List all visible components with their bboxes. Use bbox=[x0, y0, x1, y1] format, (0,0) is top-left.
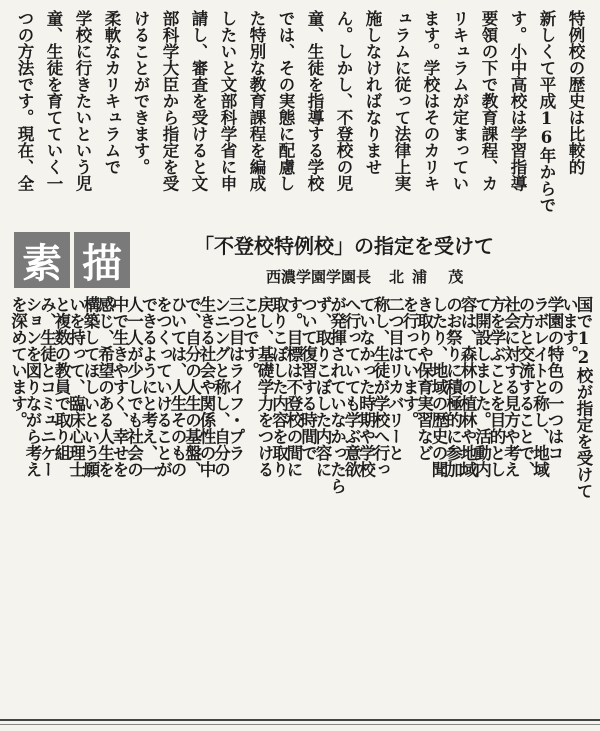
text-column: ひいては、人生そのもの bbox=[168, 296, 187, 478]
bottom-rule-thin bbox=[0, 724, 600, 725]
column-title-char-1: 素 bbox=[22, 240, 62, 287]
text-column: 生きる社会や関係性の中 bbox=[197, 296, 216, 478]
text-column: できるようにと考え、一 bbox=[139, 296, 158, 478]
text-column: ます。学校はそのカリキ bbox=[421, 10, 440, 192]
text-column: き取りや保育実習など bbox=[414, 296, 434, 461]
text-column: したいと文部科学省に申 bbox=[218, 10, 237, 192]
text-column: 童、生徒を育てていく一 bbox=[44, 10, 63, 192]
article-byline bbox=[266, 266, 471, 287]
text-column: す。目標は不登校の間に bbox=[284, 296, 303, 478]
text-column: ていなかった時期や学校 bbox=[356, 296, 376, 478]
text-column: み、生徒とコミュニケー bbox=[37, 296, 57, 478]
text-column: と複数の教員で取り組 bbox=[52, 296, 71, 461]
text-column: 部科学大臣から指定を受 bbox=[160, 10, 179, 192]
text-column: 要領の下で教育課程、カ bbox=[479, 10, 498, 192]
text-column: つの方法です。現在、全 bbox=[15, 10, 34, 192]
text-column: 特例校の歴史は比較的 bbox=[566, 10, 585, 175]
text-column: 人一人が少しでも社会の bbox=[124, 296, 144, 478]
author-title: 西濃学園学園長 bbox=[266, 268, 372, 286]
text-column: 称し、生徒が学校へ行っ bbox=[371, 296, 390, 478]
text-column: を深めています。 bbox=[8, 296, 28, 428]
text-column: したり、地域の歴史の聞 bbox=[429, 296, 448, 478]
text-column: ん。しかし、不登校の児 bbox=[334, 10, 353, 192]
text-column: リキュラムが定まってい bbox=[450, 10, 469, 192]
text-column: 戻し、基礎学力をつける bbox=[255, 296, 274, 478]
text-column: ず、取りこぼした内容に bbox=[313, 296, 332, 478]
text-column: へ行っていても学ぶ意欲 bbox=[342, 296, 361, 478]
text-column: 構築してほしいという願 bbox=[81, 296, 100, 478]
text-column: た特別な教育課程を編成 bbox=[247, 10, 266, 192]
column-title-box-1 bbox=[14, 232, 70, 288]
text-column: いを持って、臨床心理士 bbox=[66, 296, 86, 478]
text-column: 感じ、希望のある人生を bbox=[95, 296, 115, 478]
text-column: 三つ目はライフ・プラ bbox=[226, 296, 245, 461]
text-column: 施しなければなりませ bbox=[363, 10, 382, 175]
text-column: の方と交流することで、 bbox=[516, 296, 535, 478]
text-column: を行っています。 bbox=[400, 296, 419, 428]
text-column: います。 bbox=[559, 296, 579, 362]
article-headline: 「不登校特例校」の指定を受けて bbox=[194, 234, 494, 258]
column-title-box-2 bbox=[74, 232, 130, 288]
text-column: 柔軟なカリキュラムで bbox=[102, 10, 121, 175]
text-column: 学園の特色の一つはコ bbox=[545, 296, 564, 461]
text-column: で、自分の人生の基盤、 bbox=[182, 296, 202, 478]
text-column: のお祭りに積極的に参加 bbox=[443, 296, 463, 478]
text-column: 学校に行きたいという児 bbox=[73, 10, 92, 192]
article-bottom-block bbox=[8, 296, 593, 710]
text-column: 中で生きやすく、幸せを bbox=[110, 296, 129, 478]
text-column: けることができます。 bbox=[131, 10, 150, 175]
text-column: す。小中高校は学習指導 bbox=[508, 10, 527, 192]
text-column: 取りこぼした内容を取り bbox=[269, 296, 289, 478]
text-column: ことです。 bbox=[240, 296, 260, 379]
text-column: ションを図りながら考え bbox=[23, 296, 42, 478]
text-column: が発揮されていなかったら bbox=[327, 296, 347, 494]
text-column: 童、生徒を指導する学校 bbox=[305, 10, 324, 192]
text-column: では、その実態に配慮し bbox=[276, 10, 295, 192]
article-top-block bbox=[10, 10, 590, 224]
text-column: 二つ目はリカバリーと bbox=[385, 296, 405, 461]
text-column: 国で12校が指定を受けて bbox=[574, 296, 593, 499]
text-column: て開設しました。活動内 bbox=[472, 296, 492, 478]
text-column: ついて復習する時間で bbox=[298, 296, 318, 461]
text-column: 方を学ぶことを目的とし bbox=[487, 296, 506, 478]
text-column: をつくっていけることが bbox=[153, 296, 173, 478]
author-name: 北浦 茂 bbox=[389, 268, 472, 286]
text-column: 請し、審査を受けると文 bbox=[189, 10, 208, 192]
text-column: ンニングと称し、自分の bbox=[211, 296, 231, 478]
text-column: ュラムに従って法律上実 bbox=[392, 10, 411, 192]
text-column: 容は、森林の植林や地域 bbox=[458, 296, 477, 478]
column-banner bbox=[14, 226, 590, 294]
bottom-rule bbox=[0, 719, 600, 721]
column-title-char-2: 描 bbox=[82, 240, 122, 287]
text-column: 新しくて平成16年からで bbox=[537, 10, 556, 213]
text-column: 社会に対する見方や考え bbox=[501, 296, 521, 478]
text-column: ラボレイトと称し、地域 bbox=[530, 296, 550, 478]
